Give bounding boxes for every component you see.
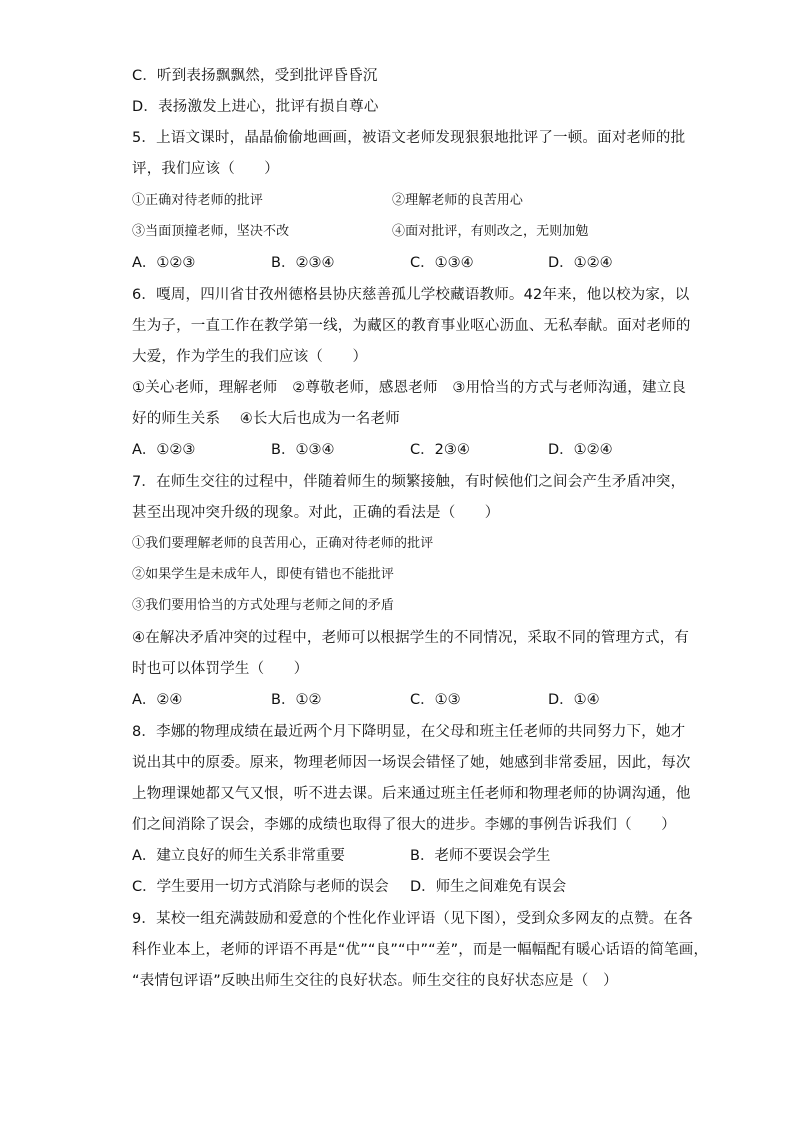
question-8-stem-line4: 们之间消除了误会，李娜的成绩也取得了很大的进步。李娜的事例告诉我们（ ） xyxy=(132,817,676,833)
question-6-option-b: B．①③④ xyxy=(271,442,335,458)
question-7-statement-1: ①我们要理解老师的良苦用心，正确对待老师的批评 xyxy=(132,536,434,551)
question-5-statement-4: ④面对批评，有则改之，无则加勉 xyxy=(392,224,589,239)
question-6-stem-line1: 6．嘎周，四川省甘孜州德格县协庆慈善孤儿学校藏语教师。42年来，他以校为家，以 xyxy=(132,287,690,303)
question-8-stem-line3: 上物理课她都又气又恨，听不进去课。后来通过班主任老师和物理老师的协调沟通，他 xyxy=(132,786,691,802)
question-6-option-d: D．①②④ xyxy=(548,442,613,458)
question-6-stem-line3: 大爱，作为学生的我们应该（ ） xyxy=(132,349,368,365)
question-5-statement-2: ②理解老师的良苦用心 xyxy=(392,193,524,208)
question-6-option-c: C．2③④ xyxy=(410,442,470,458)
option-c-q4: C．听到表扬飘飘然，受到批评昏昏沉 xyxy=(132,68,378,84)
question-7-statement-3: ③我们要用恰当的方式处理与老师之间的矛盾 xyxy=(132,598,395,613)
question-9-stem-line2: 科作业本上，老师的评语不再是“优”“良”“中”“差”，而是一幅幅配有暖心话语的简笔画， xyxy=(132,942,709,958)
question-8-stem-line2: 说出其中的原委。原来，物理老师因一场误会错怪了她，她感到非常委屈，因此，每次 xyxy=(132,755,691,771)
question-7-stem-line2: 甚至出现冲突升级的现象。对此，正确的看法是（ ） xyxy=(132,505,500,521)
question-8-option-a: A．建立良好的师生关系非常重要 xyxy=(132,848,345,864)
question-7-option-d: D．①④ xyxy=(548,692,600,708)
question-7-option-c: C．①③ xyxy=(410,692,461,708)
question-6-statements-line2: 好的师生关系 ④长大后也成为一名老师 xyxy=(132,411,400,427)
question-8-option-b: B．老师不要误会学生 xyxy=(410,848,551,864)
question-7-option-a: A．②④ xyxy=(132,692,183,708)
question-7-statement-4-line1: ④在解决矛盾冲突的过程中，老师可以根据学生的不同情况，采取不同的管理方式，有 xyxy=(132,630,690,646)
question-5-stem-line2: 评，我们应该（ ） xyxy=(132,161,279,177)
question-6-statements-line1: ①关心老师，理解老师 ②尊敬老师，感恩老师 ③用恰当的方式与老师沟通，建立良 xyxy=(132,380,687,396)
question-5-statement-3: ③当面顶撞老师，坚决不改 xyxy=(132,224,290,239)
question-5-option-b: B．②③④ xyxy=(271,255,335,271)
question-5-option-c: C．①③④ xyxy=(410,255,474,271)
question-5-stem-line1: 5．上语文课时，晶晶偷偷地画画，被语文老师发现狠狠地批评了一顿。面对老师的批 xyxy=(132,130,686,146)
question-7-statement-4-line2: 时也可以体罚学生（ ） xyxy=(132,661,309,677)
question-5-option-d: D．①②④ xyxy=(548,255,613,271)
question-6-stem-line2: 生为子，一直工作在教学第一线，为藏区的教育事业呕心沥血、无私奉献。面对老师的 xyxy=(132,318,691,334)
question-6-option-a: A．①②③ xyxy=(132,442,196,458)
question-7-option-b: B．①② xyxy=(271,692,322,708)
question-8-option-d: D．师生之间难免有误会 xyxy=(410,879,567,895)
question-5-statement-1: ①正确对待老师的批评 xyxy=(132,193,264,208)
question-9-stem-line1: 9．某校一组充满鼓励和爱意的个性化作业评语（见下图），受到众多网友的点赞。在各 xyxy=(132,911,693,927)
question-7-stem-line1: 7．在师生交往的过程中，伴随着师生的频繁接触，有时候他们之间会产生矛盾冲突， xyxy=(132,474,686,490)
question-5-option-a: A．①②③ xyxy=(132,255,196,271)
question-9-stem-line3: “表情包评语”反映出师生交往的良好状态。师生交往的良好状态应是（ ） xyxy=(132,973,618,989)
question-8-stem-line1: 8．李娜的物理成绩在最近两个月下降明显，在父母和班主任老师的共同努力下，她才 xyxy=(132,724,686,740)
option-d-q4: D．表扬激发上进心，批评有损自尊心 xyxy=(132,99,379,115)
question-7-statement-2: ②如果学生是未成年人，即使有错也不能批评 xyxy=(132,567,395,582)
question-8-option-c: C．学生要用一切方式消除与老师的误会 xyxy=(132,879,389,895)
